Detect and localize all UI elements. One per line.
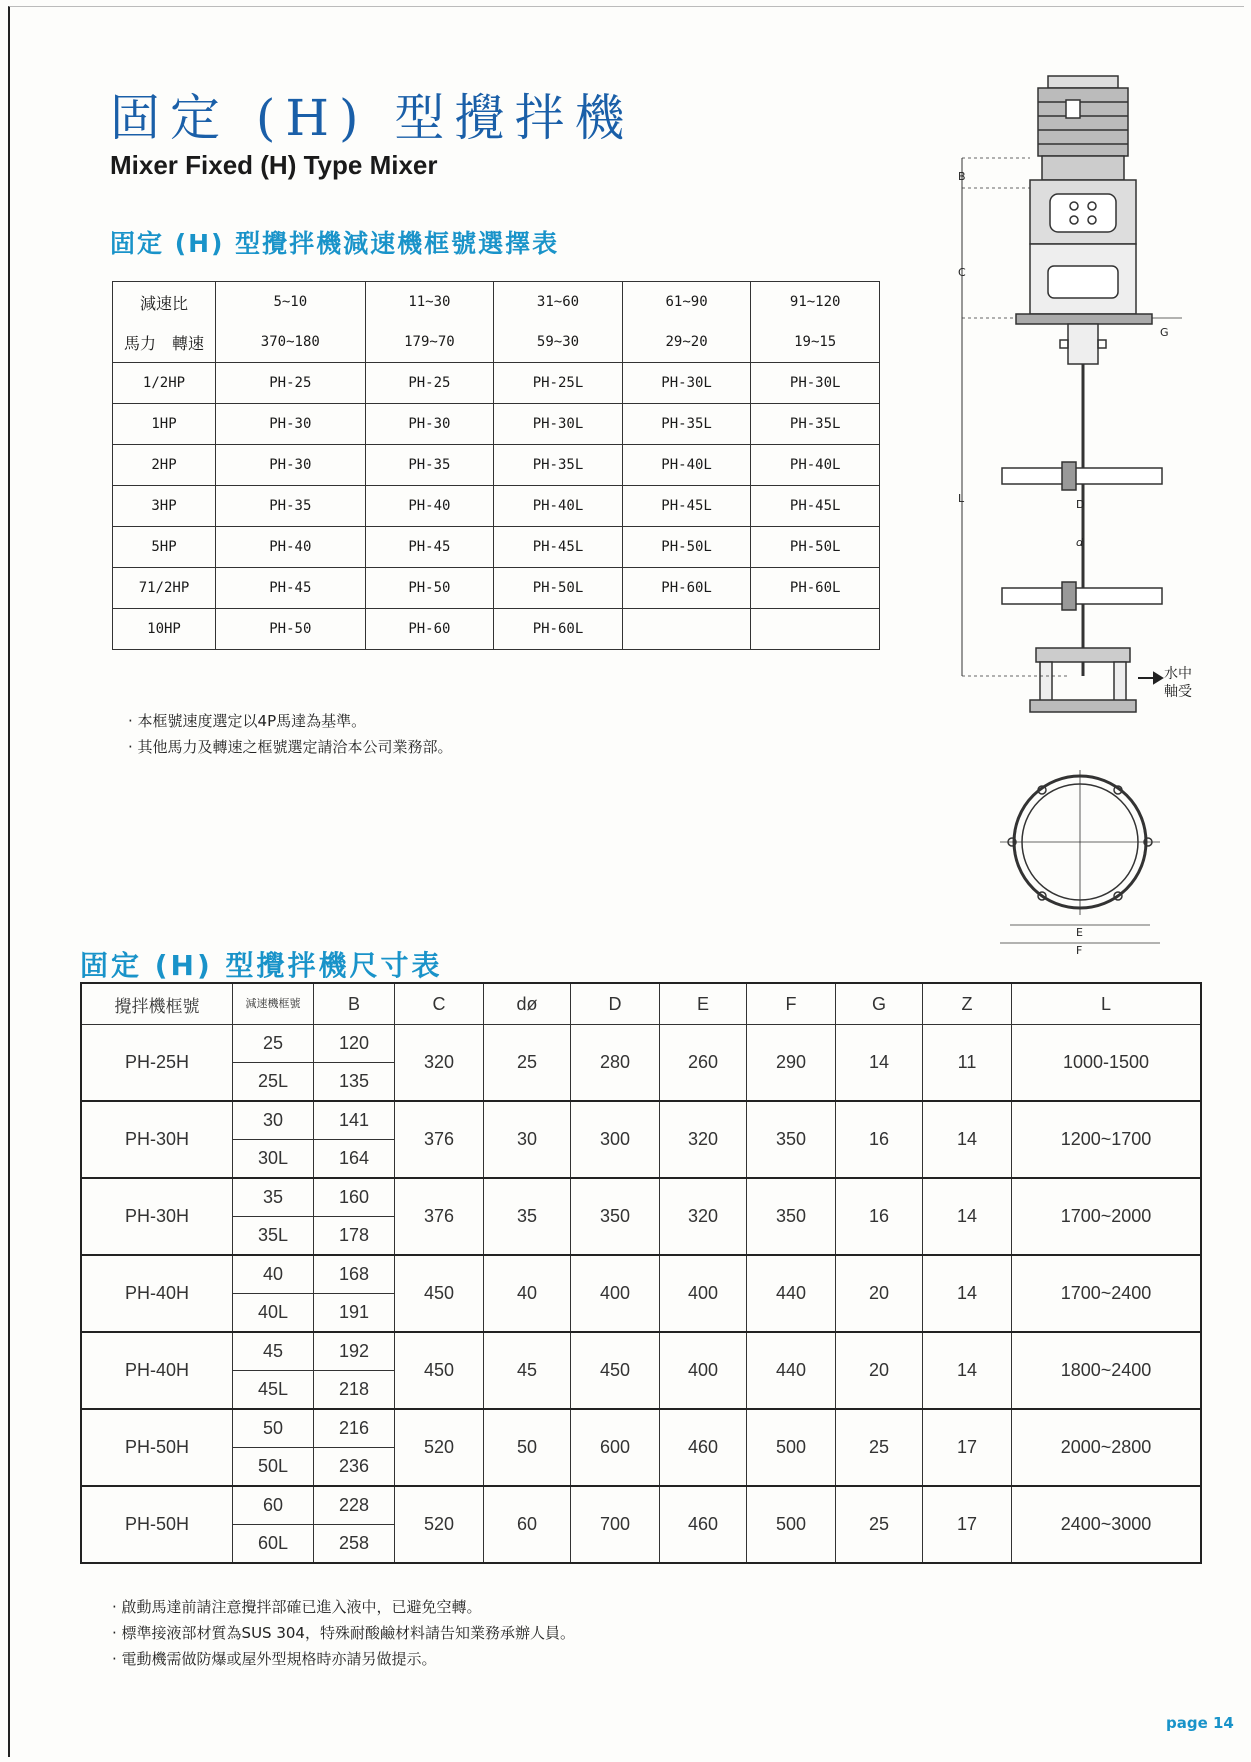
frame-cell: PH-30	[216, 445, 366, 486]
dimension-cell: 400	[660, 1255, 747, 1332]
hp-cell: 5HP	[113, 527, 216, 568]
dimension-cell: 25	[484, 1025, 571, 1102]
hp-cell: 1HP	[113, 404, 216, 445]
dimension-table-title: 固定 (H) 型攪拌機尺寸表	[80, 949, 443, 982]
dimension-cell: 11	[923, 1025, 1012, 1102]
dim-label-d-shaft: d	[1076, 536, 1083, 549]
coupling	[1068, 324, 1098, 364]
dimension-cell: 280	[571, 1025, 660, 1102]
frame-cell: PH-60L	[494, 609, 623, 650]
table-row	[81, 1025, 1201, 1063]
dim-label-e: E	[1076, 926, 1083, 939]
dimension-cell: 290	[747, 1025, 836, 1102]
frame-cell: PH-25	[216, 363, 366, 404]
note-item: · 本框號速度選定以4P馬達為基準。	[128, 712, 367, 730]
page-title: 固定 (H) 型攪拌機	[110, 89, 635, 147]
dimension-cell: 35	[484, 1178, 571, 1255]
frame-cell: PH-60L	[622, 568, 751, 609]
reducer-cell: 30	[233, 1101, 314, 1140]
b-cell: 160	[314, 1178, 395, 1217]
col-header: L	[1012, 983, 1202, 1025]
selection-table	[112, 281, 880, 650]
table-row	[113, 404, 880, 445]
frame-cell: PH-40L	[622, 445, 751, 486]
frame-cell: PH-60	[365, 609, 494, 650]
col-header: D	[571, 983, 660, 1025]
dimension-cell: 450	[395, 1255, 484, 1332]
frame-cell: PH-50L	[494, 568, 623, 609]
dimension-cell: 700	[571, 1486, 660, 1563]
dimension-cell: 320	[660, 1178, 747, 1255]
frame-cell: PH-25	[365, 363, 494, 404]
frame-cell: PH-60L	[751, 568, 880, 609]
dim-label-l: L	[958, 492, 965, 505]
reducer-cell: 25	[233, 1025, 314, 1063]
b-cell: 164	[314, 1140, 395, 1179]
reducer-cell: 50	[233, 1409, 314, 1448]
dimension-cell: 500	[747, 1486, 836, 1563]
impeller-upper	[1002, 468, 1162, 484]
frame-cell: PH-30L	[494, 404, 623, 445]
speed-cell: 29~20	[622, 322, 751, 363]
dim-label-b: B	[958, 170, 966, 183]
ratio-cell: 11~30	[365, 282, 494, 323]
b-cell: 192	[314, 1332, 395, 1371]
note-item: · 其他馬力及轉速之框號選定請洽本公司業務部。	[128, 738, 453, 756]
b-cell: 168	[314, 1255, 395, 1294]
table-row	[81, 1332, 1201, 1371]
dimension-table	[80, 982, 1202, 1564]
table-row	[81, 1178, 1201, 1217]
reducer-cell: 40L	[233, 1294, 314, 1333]
frame-cell: PH-45	[365, 527, 494, 568]
b-cell: 218	[314, 1371, 395, 1410]
dimension-cell: 520	[395, 1409, 484, 1486]
table-row	[113, 486, 880, 527]
dimension-cell: 400	[660, 1332, 747, 1409]
frame-cell	[751, 609, 880, 650]
table-row	[113, 363, 880, 404]
ratio-cell: 61~90	[622, 282, 751, 323]
hp-cell: 3HP	[113, 486, 216, 527]
frame-cell: PH-30L	[751, 363, 880, 404]
dimension-cell: 600	[571, 1409, 660, 1486]
dimension-cell: 2000~2800	[1012, 1409, 1202, 1486]
dimension-cell: 1700~2400	[1012, 1255, 1202, 1332]
hp-cell: 2HP	[113, 445, 216, 486]
dimension-cell: 1800~2400	[1012, 1332, 1202, 1409]
model-cell: PH-50H	[81, 1409, 233, 1486]
reducer-cell: 50L	[233, 1448, 314, 1487]
dimension-cell: 20	[836, 1332, 923, 1409]
dimension-cell: 25	[836, 1409, 923, 1486]
col-header: B	[314, 983, 395, 1025]
dimension-cell: 450	[395, 1332, 484, 1409]
dimension-cell: 50	[484, 1409, 571, 1486]
hp-cell: 1/2HP	[113, 363, 216, 404]
b-cell: 216	[314, 1409, 395, 1448]
col-header-reducer: 減速機框號	[233, 983, 314, 1025]
table-row	[113, 527, 880, 568]
frame-cell: PH-30	[365, 404, 494, 445]
dimension-cell: 14	[923, 1178, 1012, 1255]
model-cell: PH-40H	[81, 1332, 233, 1409]
model-cell: PH-30H	[81, 1178, 233, 1255]
hp-cell: 10HP	[113, 609, 216, 650]
dimension-cell: 500	[747, 1409, 836, 1486]
hp-speed-header: 馬力 轉速	[113, 322, 216, 363]
dimension-cell: 350	[747, 1178, 836, 1255]
reducer-cell: 35L	[233, 1217, 314, 1256]
reducer-top	[1042, 156, 1124, 180]
reducer-cell: 30L	[233, 1140, 314, 1179]
frame-cell: PH-35L	[751, 404, 880, 445]
selection-table-title: 固定 (H) 型攪拌機減速機框號選擇表	[110, 229, 560, 258]
b-cell: 191	[314, 1294, 395, 1333]
reducer-cell: 35	[233, 1178, 314, 1217]
col-header: F	[747, 983, 836, 1025]
frame-cell: PH-50	[365, 568, 494, 609]
frame-cell: PH-50	[216, 609, 366, 650]
table-row	[81, 1409, 1201, 1448]
dimension-cell: 260	[660, 1025, 747, 1102]
dimension-cell: 460	[660, 1486, 747, 1563]
model-cell: PH-40H	[81, 1255, 233, 1332]
speed-cell: 19~15	[751, 322, 880, 363]
table-row	[113, 445, 880, 486]
dimension-cell: 2400~3000	[1012, 1486, 1202, 1563]
dimension-cell: 350	[571, 1178, 660, 1255]
dimension-cell: 460	[660, 1409, 747, 1486]
b-cell: 178	[314, 1217, 395, 1256]
table-row	[113, 609, 880, 650]
col-header: E	[660, 983, 747, 1025]
reducer-cell: 45L	[233, 1371, 314, 1410]
dimension-cell: 1200~1700	[1012, 1101, 1202, 1178]
b-cell: 120	[314, 1025, 395, 1063]
frame-cell: PH-45L	[751, 486, 880, 527]
col-header: Z	[923, 983, 1012, 1025]
model-cell: PH-25H	[81, 1025, 233, 1102]
hp-cell: 71/2HP	[113, 568, 216, 609]
col-header: C	[395, 983, 484, 1025]
dimension-cell: 440	[747, 1255, 836, 1332]
table-row	[113, 568, 880, 609]
dimension-cell: 300	[571, 1101, 660, 1178]
note-item: · 電動機需做防爆或屋外型規格時亦請另做提示。	[112, 1650, 437, 1668]
speed-cell: 179~70	[365, 322, 494, 363]
b-cell: 236	[314, 1448, 395, 1487]
dimension-cell: 14	[923, 1332, 1012, 1409]
frame-cell: PH-35L	[494, 445, 623, 486]
table-row	[81, 1255, 1201, 1294]
reducer-cell: 60L	[233, 1525, 314, 1564]
dimension-cell: 17	[923, 1486, 1012, 1563]
dimension-cell: 16	[836, 1101, 923, 1178]
dimension-notes	[112, 1594, 575, 1672]
selection-notes	[128, 708, 453, 760]
impeller-lower	[1002, 588, 1162, 604]
frame-cell	[622, 609, 751, 650]
mixer-drawing	[950, 70, 1190, 970]
dimension-cell: 1700~2000	[1012, 1178, 1202, 1255]
b-cell: 258	[314, 1525, 395, 1564]
dimension-cell: 376	[395, 1101, 484, 1178]
speed-cell: 370~180	[216, 322, 366, 363]
frame-cell: PH-35	[365, 445, 494, 486]
dimension-cell: 45	[484, 1332, 571, 1409]
col-header-model: 攪拌機框號	[81, 983, 233, 1025]
model-cell: PH-30H	[81, 1101, 233, 1178]
dim-label-f: F	[1076, 944, 1083, 957]
dimension-cell: 1000-1500	[1012, 1025, 1202, 1102]
dimension-cell: 376	[395, 1178, 484, 1255]
dimension-cell: 20	[836, 1255, 923, 1332]
dimension-cell: 350	[747, 1101, 836, 1178]
ratio-cell: 31~60	[494, 282, 623, 323]
dimension-cell: 14	[923, 1255, 1012, 1332]
frame-cell: PH-45L	[494, 527, 623, 568]
frame-cell: PH-35	[216, 486, 366, 527]
dimension-cell: 320	[395, 1025, 484, 1102]
page-number: page 14	[1166, 1714, 1234, 1732]
col-header: dø	[484, 983, 571, 1025]
table-row	[81, 1101, 1201, 1140]
frame-cell: PH-50L	[751, 527, 880, 568]
dimension-cell: 25	[836, 1486, 923, 1563]
dimension-cell: 60	[484, 1486, 571, 1563]
col-header: G	[836, 983, 923, 1025]
motor-body	[1038, 88, 1128, 156]
dimension-cell: 17	[923, 1409, 1012, 1486]
frame-cell: PH-45	[216, 568, 366, 609]
note-item: · 啟動馬達前請注意攪拌部確已進入液中，已避免空轉。	[112, 1598, 482, 1616]
dimension-cell: 14	[836, 1025, 923, 1102]
frame-cell: PH-45L	[622, 486, 751, 527]
frame-cell: PH-50L	[622, 527, 751, 568]
table-row	[81, 1486, 1201, 1525]
dimension-cell: 320	[660, 1101, 747, 1178]
dimension-cell: 14	[923, 1101, 1012, 1178]
motor-fan-cover	[1048, 76, 1118, 88]
page-subtitle: Mixer Fixed (H) Type Mixer	[110, 150, 438, 180]
frame-cell: PH-35L	[622, 404, 751, 445]
dimension-cell: 520	[395, 1486, 484, 1563]
dim-label-g: G	[1160, 326, 1169, 339]
frame-cell: PH-30L	[622, 363, 751, 404]
b-cell: 141	[314, 1101, 395, 1140]
dim-label-c: C	[958, 266, 966, 279]
frame-cell: PH-25L	[494, 363, 623, 404]
speed-cell: 59~30	[494, 322, 623, 363]
frame-cell: PH-40	[216, 527, 366, 568]
side-label: 水中 軸受	[1164, 666, 1192, 700]
reducer-cell: 60	[233, 1486, 314, 1525]
dimension-cell: 450	[571, 1332, 660, 1409]
dimension-cell: 30	[484, 1101, 571, 1178]
b-cell: 228	[314, 1486, 395, 1525]
dimension-cell: 440	[747, 1332, 836, 1409]
dimension-cell: 400	[571, 1255, 660, 1332]
dimension-cell: 40	[484, 1255, 571, 1332]
ratio-cell: 5~10	[216, 282, 366, 323]
frame-cell: PH-30	[216, 404, 366, 445]
note-item: · 標準接液部材質為SUS 304，特殊耐酸鹼材料請告知業務承辦人員。	[112, 1624, 575, 1642]
dim-label-d-diameter: D	[1076, 498, 1085, 511]
mounting-flange	[1016, 314, 1152, 324]
reducer-cell: 40	[233, 1255, 314, 1294]
ratio-cell: 91~120	[751, 282, 880, 323]
reducer-cell: 25L	[233, 1063, 314, 1102]
frame-cell: PH-40	[365, 486, 494, 527]
model-cell: PH-50H	[81, 1486, 233, 1563]
steady-bearing	[1036, 648, 1130, 662]
b-cell: 135	[314, 1063, 395, 1102]
reducer-cell: 45	[233, 1332, 314, 1371]
dimension-cell: 16	[836, 1178, 923, 1255]
frame-cell: PH-40L	[494, 486, 623, 527]
ratio-header: 減速比	[113, 282, 216, 323]
frame-cell: PH-40L	[751, 445, 880, 486]
